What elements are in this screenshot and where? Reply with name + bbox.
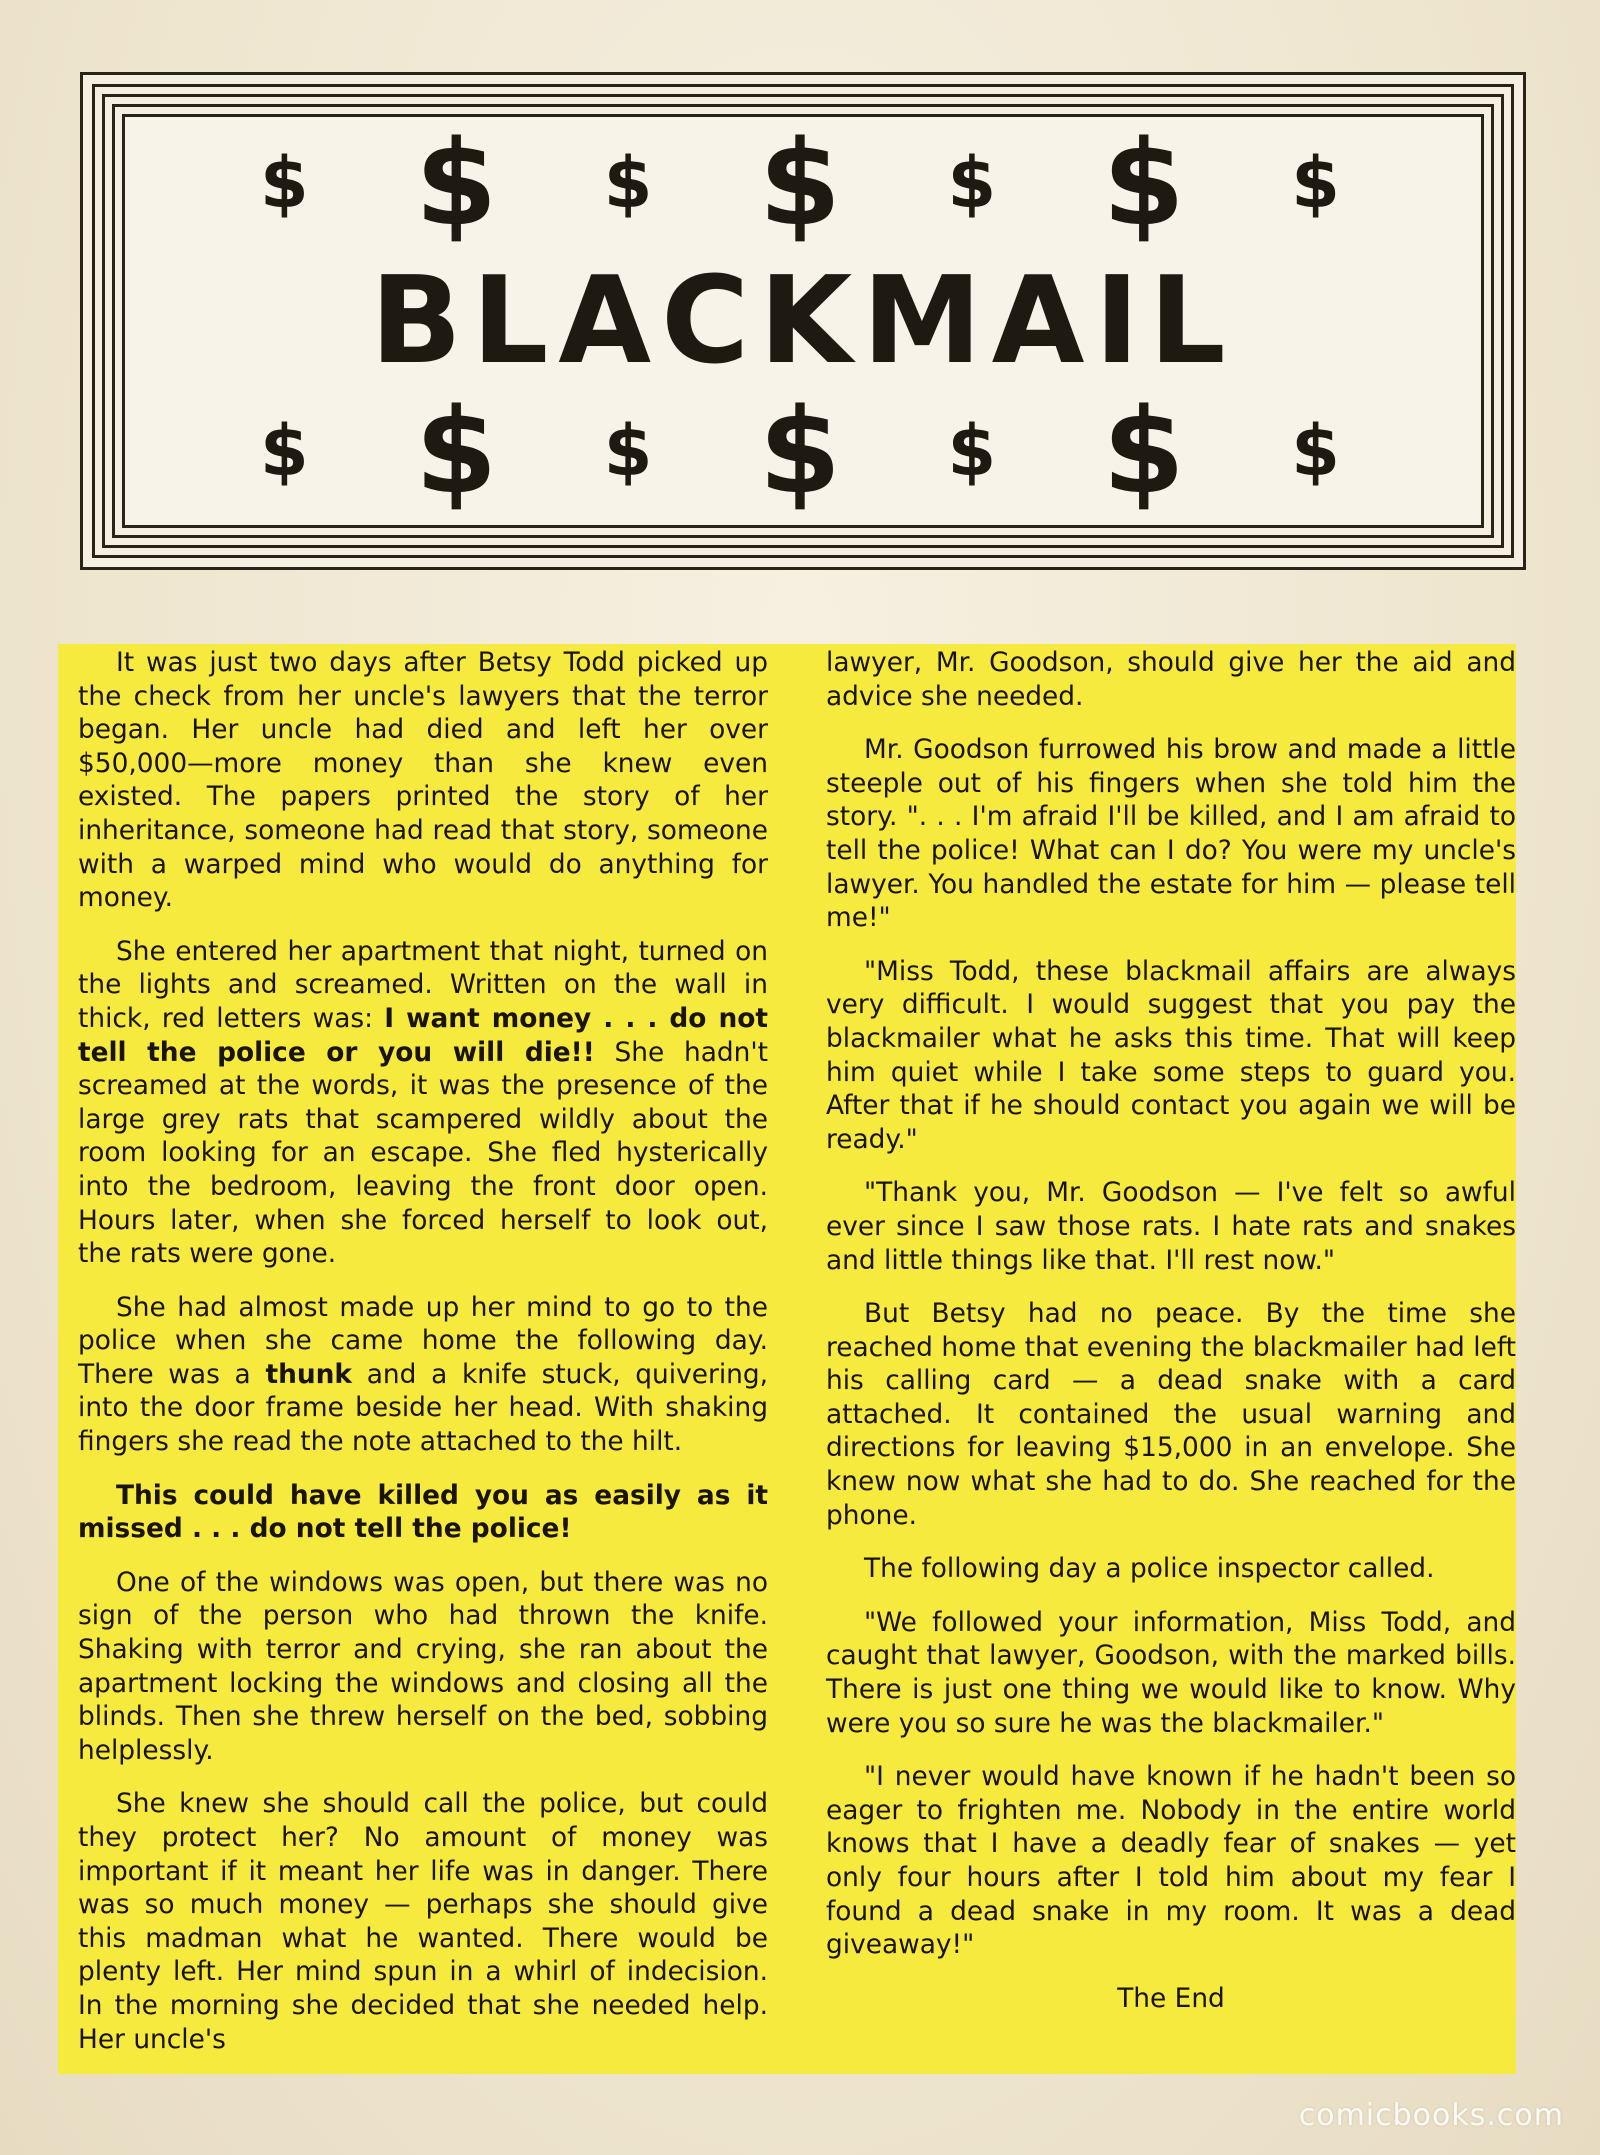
story-paragraph: She knew she should call the police, but could they protect her? No amount of money was important if it meant her life was in danger. There was so much money — perhaps she should give this madman what he wanted. There would be plenty left. Her mind spun in a whirl of indecision. In the morning she decided that she needed help. Her uncle's [78, 1788, 768, 2055]
story-paragraph: "I never would have known if he hadn't been so eager to frighten me. Nobody in the entire world knows that I have a deadly fear of snakes — yet only four hours after I told him about my fear I found a dead snake in my room. It was a dead giveaway!" [826, 1761, 1516, 1961]
dollar-sign-icon: $ [947, 142, 997, 224]
wall-message: I want money . . . do not tell the police or you will die!! [78, 1002, 768, 1068]
story-paragraph: "Miss Todd, these blackmail affairs are always very difficult. I would suggest that you pay the blackmailer what he asks this time. That will keep him quiet while I take some steps to guard you. After that if he should contact you again we will be ready." [826, 955, 1516, 1155]
watermark: comicbooks.com [1298, 2098, 1564, 2133]
story-paragraph: "We followed your information, Miss Todd, and caught that lawyer, Goodson, with the marked bills. There is just one thing we would like to know. Why were you so sure he was the blackmailer." [826, 1606, 1516, 1739]
dollar-sign-icon: $ [1291, 410, 1340, 492]
story-text: She entered her apartment that night, turned on the lights and screamed. Written on the wall in thick, red letters was: [78, 935, 768, 1034]
story-paragraph: lawyer, Mr. Goodson, should give her the aid and advice she needed. [826, 647, 1516, 712]
sound-effect-word: thunk [265, 1358, 352, 1390]
dollar-sign-icon: $ [1291, 142, 1340, 224]
story-paragraph: "Thank you, Mr. Goodson — I've felt so awful ever since I saw those rats. I hate rats and snakes and little things like that. I'll rest now." [826, 1177, 1516, 1276]
story-text: and a knife stuck, quivering, into the door frame beside her head. With shaking fingers she read the note attached to the hilt. [78, 1358, 769, 1458]
dollar-sign-icon: $ [603, 410, 653, 492]
the-end-label: The End [1117, 1982, 1225, 2014]
dollar-sign-icon: $ [758, 114, 842, 252]
story-paragraph [78, 1291, 768, 1459]
knife-note: This could have killed you as easily as it missed . . . do not tell the police! [78, 1479, 768, 1545]
story-title: BLACKMAIL [370, 252, 1236, 391]
dollar-sign-icon: $ [415, 114, 498, 252]
dollar-sign-icon: $ [758, 382, 842, 520]
dollar-sign-icon: $ [1102, 114, 1185, 252]
dollar-sign-icon: $ [603, 142, 653, 224]
dollar-sign-icon: $ [947, 410, 997, 492]
story-paragraph: It was just two days after Betsy Todd picked up the check from her uncle's lawyers that the terror began. Her uncle had died and left her over $50,000—more money than she knew even existed. The papers printed the story of her inheritance, someone had read that story, someone with a warped mind who would do anything for money. [78, 647, 768, 914]
dollar-sign-icon: $ [1102, 382, 1185, 520]
story-column-left [78, 646, 768, 2076]
dollar-sign-icon: $ [260, 410, 309, 492]
dollar-row-bottom [80, 382, 1520, 520]
dollar-sign-icon: $ [260, 142, 309, 224]
story-text: She hadn't screamed at the words, it was the presence of the large grey rats that scampered wildly about the room looking for an escape. She fled hysterically into the bedroom, leaving the front door open. Hours later, when she forced herself to look out, the rats were gone. [78, 1036, 768, 1270]
story-text: She had almost made up her mind to go to the police when she came home the following day. There was a [78, 1291, 768, 1390]
story-paragraph [78, 935, 768, 1271]
dollar-row-top [80, 114, 1520, 252]
story-paragraph: The following day a police inspector called. [864, 1553, 1435, 1585]
story-paragraph: Mr. Goodson furrowed his brow and made a little steeple out of his fingers when she told him the story. ". . . I'm afraid I'll be killed, and I am afraid to tell the police! What can I do? You were my uncle's lawyer. You handled the estate for him — please tell me!" [826, 734, 1516, 934]
story-paragraph: But Betsy had no peace. By the time she reached home that evening the blackmailer had left his calling card — a dead snake with a card attached. It contained the usual warning and directions for leaving $15,000 in an envelope. She knew now what she had to do. She reached for the phone. [826, 1298, 1516, 1531]
story-panel [58, 644, 1516, 2074]
dollar-sign-icon: $ [415, 382, 498, 520]
story-paragraph: One of the windows was open, but there was no sign of the person who had thrown the knife. Shaking with terror and crying, she ran about the apartment locking the windows and closing all the blinds. Then she threw herself on the bed, sobbing helplessly. [78, 1566, 768, 1766]
story-column-right [826, 646, 1516, 2035]
